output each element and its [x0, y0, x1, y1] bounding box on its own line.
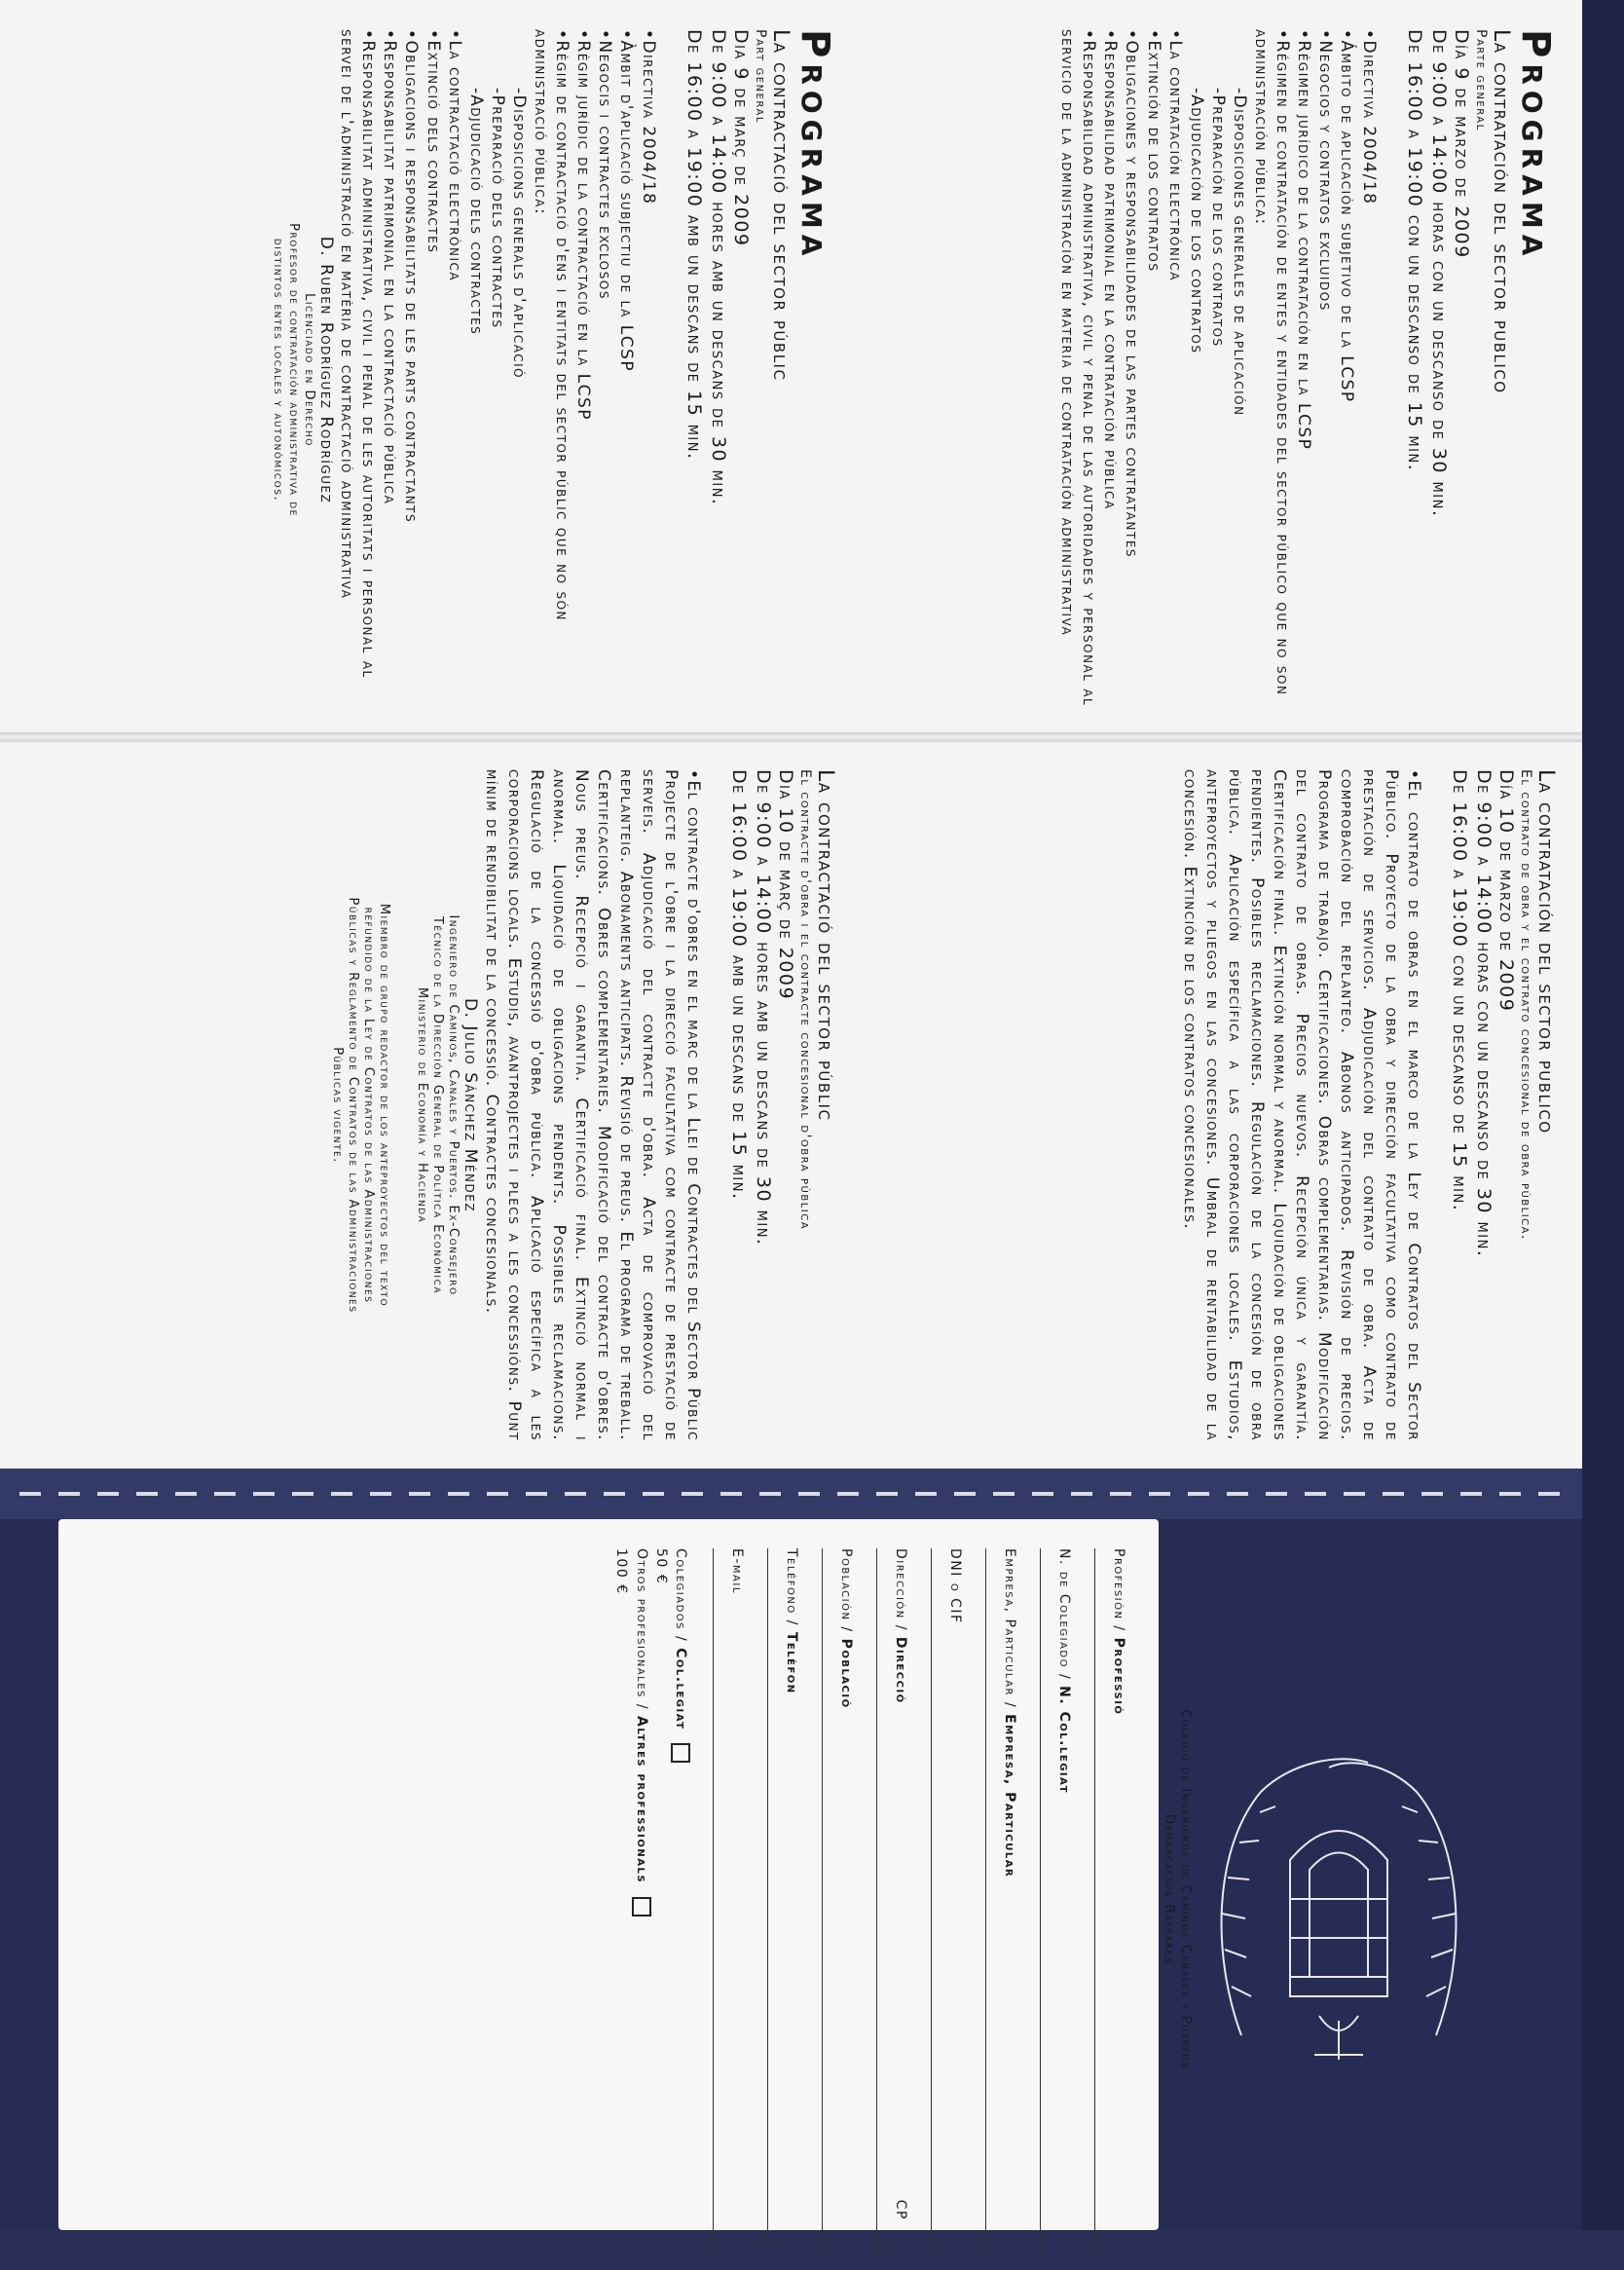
field-label-es: Población	[838, 1548, 855, 1621]
topic-item: •Responsabilitat administrativa, civil i penal de les autoritats i personal al servei de l'administració en matèria de contractació administrativa	[337, 29, 379, 679]
session-date: Dia 9 de març de 2009	[729, 29, 752, 247]
topic-item: •Extinció dels contractes	[423, 29, 443, 254]
speaker-desc-line: Ministerio de Economía y Hacienda	[414, 986, 429, 1224]
schedule-line: De 16:00 a 19:00 amb un descans de 15 min.	[683, 29, 706, 461]
fee-other: Otros profesionales / Altres professionals	[631, 1548, 650, 2230]
topic-item: •Obligaciones y responsabilidades de las partes contratantes	[1122, 29, 1142, 559]
field-label-ca: Direcció	[893, 1636, 909, 1704]
speaker-desc-line: Licenciado en Derecho	[302, 293, 317, 447]
speaker-desc-line: refundido de la Ley de Contratos de las Administraciones	[361, 907, 377, 1304]
topic-item: •Régimen de contratación de entes y entidades del sector público que no son administración pública:	[1251, 29, 1293, 696]
program-es-day1	[1056, 29, 1558, 711]
college-demarcation: Demarcación Baleares	[1162, 1813, 1177, 1965]
topic-item: •La contratación electrónica	[1164, 29, 1185, 281]
schedule-line: De 16:00 a 19:00 con un descanso de 15 min.	[1449, 769, 1471, 1212]
topic-item: •Directiva 2004/18	[638, 29, 658, 205]
field-label-ca: Telèfon	[784, 1631, 800, 1694]
speaker-desc-line: Públicas vigente.	[329, 1047, 345, 1164]
fee-label-ca: Col.legiat	[673, 1648, 689, 1730]
topic-item: •Obligacions i responsabilitats de les parts contractants	[401, 29, 422, 524]
field-address[interactable]: Dirección / Direcció CP	[854, 1548, 908, 2230]
member-checkbox[interactable]	[671, 1743, 690, 1763]
field-label-es: Profesión	[1111, 1548, 1127, 1620]
schedule-line: De 9:00 a 14:00 horas con un descanso de 30 min.	[1472, 769, 1495, 1258]
schedule	[1448, 769, 1495, 1441]
fees	[611, 1548, 690, 2230]
speaker-desc-line: Miembro de grupo redactor de los anteproyectos del texto	[377, 903, 392, 1308]
fee-member-price: 50 €	[652, 1548, 669, 1585]
college-name-line: Colegio de Ingenieros de Caminos Canales y Puertos	[1178, 1709, 1193, 2069]
topic-subitem: -Adjudicación de los contratos	[1186, 88, 1206, 354]
field-label-es: N. de Colegiado	[1056, 1548, 1073, 1668]
program-es-day2	[1178, 769, 1558, 1441]
field-label-es: E-mail	[729, 1548, 746, 1594]
topic-subitem: -Disposiciones generales de aplicación	[1229, 88, 1249, 417]
field-label-es: Teléfono	[784, 1548, 800, 1615]
topic-subitem: -Preparación de los contratos	[1207, 88, 1228, 348]
topic-item: •Règim jurídic de la contractació en la LCSP	[573, 29, 594, 422]
college-name	[1160, 1548, 1193, 2230]
speaker-name: D. Ruben Rodríguez Rodríguez	[316, 236, 337, 504]
right-border	[1582, 0, 1624, 2270]
session-date: Día 10 de marzo de 2009	[1495, 769, 1517, 1013]
topic-item: •Negocios y contratos excluidos	[1315, 29, 1336, 312]
field-label-ca: Població	[838, 1638, 855, 1709]
speaker-name: D. Julio Sánchez Méndez	[461, 997, 481, 1213]
topic-item: •Responsabilitat patrimonial en la contractació pública	[380, 29, 400, 505]
field-label-es: Empresa, Particular	[1002, 1548, 1018, 1696]
topic-list	[336, 29, 658, 711]
speaker-desc-line: Técnico de la Dirección General de Política Económica	[429, 915, 445, 1295]
schedule-line: De 9:00 a 14:00 horas con un descanso de 30 min.	[1427, 29, 1450, 518]
topic-paragraph: •El contrato de obras en el marco de la Ley de Contratos del Sector Público. Proyecto de la obra y dirección facultativa como contrato de prestación de servicios. Adjudicación del contrato de obra. Acta de comprobación del replanteo. Abonos anticipados. Revisión de precios. Programa de trabajo. Certificaciones. Obras complementarias. Modificación del contrato de obras. Precios nuevos. Recepción única y garantía. Certificación final. Extinción normal y anormal. Liquidación de obligaciones pendientes. Posibles reclamaciones. Regulación de la concesión de obra pública. Aplicación específica a las corporaciones locales. Estudios, anteproyectos y pliegos en las concesiones. Umbral de rentabilidad de la concesión. Extinción de los contratos concesionales.	[1180, 769, 1423, 1441]
fee-other-price: 100 €	[613, 1548, 630, 1595]
topic-item: •Àmbit d'aplicació subjectiu de la LCSP	[616, 29, 637, 373]
topic-item: •Directiva 2004/18	[1358, 29, 1379, 205]
topic-item: •Ámbito de aplicación subjetivo de la LCSP	[1337, 29, 1357, 403]
course-subtitle: La contractació del sector públic	[813, 769, 837, 1122]
field-label-ca: N. Col.legiat	[1056, 1686, 1073, 1794]
course-subtitle: La contratación del sector publico	[1533, 769, 1558, 1135]
schedule-line: De 9:00 a 14:00 hores amb un descans de 30 min.	[707, 29, 729, 506]
fold-line	[0, 732, 1582, 742]
field-label-es: DNI o CIF	[947, 1548, 964, 1624]
program-title: Programa	[793, 29, 837, 262]
other-professionals-checkbox[interactable]	[632, 1897, 651, 1916]
schedule-line: De 16:00 a 19:00 amb un descans de 15 min.	[728, 769, 751, 1201]
topic-item: •La contractació electrònica	[444, 29, 464, 282]
topic-item: •Negocis i contractes exclosos	[595, 29, 615, 300]
topic-item: •Responsabilidad patrimonial en la contratación pública	[1100, 29, 1121, 510]
course-part: El contrato de obra y el contrato concesional de obra pública.	[1517, 769, 1533, 1241]
topic-subitem: -Disposicions generals d'aplicació	[508, 88, 529, 380]
field-email[interactable]	[690, 1548, 745, 2230]
bottom-border	[0, 2230, 1624, 2270]
session-date: Día 9 de marzo de 2009	[1450, 29, 1472, 259]
field-town[interactable]: Población / Població	[799, 1548, 854, 2230]
college-crest	[1202, 1743, 1475, 2074]
registration-form	[611, 1548, 1193, 2230]
field-company[interactable]: Empresa, Particular / Empresa, Particular	[963, 1548, 1017, 2230]
field-label-ca: Professió	[1111, 1637, 1127, 1716]
field-member-number[interactable]: N. de Colegiado / N. Col.legiat	[1017, 1548, 1072, 2230]
course-part: Parte general	[1472, 29, 1489, 131]
schedule	[727, 769, 775, 1441]
field-label-es: Dirección	[893, 1548, 909, 1619]
schedule	[1403, 29, 1451, 711]
field-label-ca: Empresa, Particular	[1002, 1714, 1018, 1879]
topic-subitem: -Adjudicació dels contractes	[465, 88, 486, 336]
speaker-desc-line: Profesor de contratación administrativa de	[285, 223, 301, 517]
program-ca-day2	[328, 769, 837, 1441]
course-part: Part general	[752, 29, 768, 124]
course-subtitle: La contractació del sector públic	[768, 29, 793, 382]
session-date: Dia 10 de març de 2009	[774, 769, 796, 1001]
topic-item: •Règim de contractació d'ens i entitats del sector públic que no són administració pública:	[531, 29, 572, 622]
fee-label-es: Otros profesionales	[633, 1548, 649, 1698]
program-title: Programa	[1513, 29, 1558, 262]
course-subtitle: La contratación del sector publico	[1489, 29, 1513, 394]
speaker-desc-line: distintos entes locales y autonómicos.	[270, 238, 285, 502]
field-phone[interactable]: Teléfono / Telèfon	[745, 1548, 799, 2230]
course-part: El contracte d'obra i el contracte concesional d'obra pública	[796, 769, 813, 1231]
schedule	[683, 29, 730, 711]
topic-subitem: -Preparació dels contractes	[487, 88, 507, 329]
topic-list	[1056, 29, 1379, 711]
field-profession[interactable]: Profesión / Professió	[1072, 1548, 1126, 2230]
speaker-desc-line: Ingeniero de Caminos, Canales y Puertos. Ex-Consejero	[446, 914, 461, 1296]
fee-label-es: Colegiados	[673, 1548, 689, 1630]
schedule-line: De 9:00 a 14:00 hores amb un descans de 30 min.	[752, 769, 774, 1247]
topic-paragraph: •El contracte d'obres en el marc de la Llei de Contractes del Sector Públic Projecte de l'obre i la direcció facultativa com contracte de prestació de serveis. Adjudicació del contracte d'obra. Acta de comprovació del replanteig. Abonaments anticipats. Revisió de preus. El programa de treball. Certificacions. Obres complementaries. Modificació del contracte d'obres. Nous preus. Recepció i garantia. Certificació final. Extinció normal i anormal. Liquidació de obligacions pendents. Possibles reclamacions. Regulació de la concessió d'obra pública. Aplicació específica a les corporacions locals. Estudis, avantprojectes i plecs a les concessións. Punt mínim de rendibilitat de la concessió. Contractes concesionals.	[482, 769, 703, 1441]
field-id[interactable]	[908, 1548, 963, 2230]
postal-code-label: CP	[893, 2199, 909, 2220]
fee-label-ca: Altres professionals	[633, 1716, 649, 1884]
fee-member: Colegiados / Col.legiat	[671, 1548, 690, 2230]
topic-item: •Extinción de los contratos	[1143, 29, 1163, 273]
speaker-desc-line: Públicas y Reglamento de Contratos de las Administraciones	[345, 897, 360, 1314]
schedule-line: De 16:00 a 19:00 con un descanso de 15 min.	[1404, 29, 1426, 472]
perforation-strip	[0, 1469, 1582, 1519]
program-ca-day1	[269, 29, 837, 711]
topic-item: •Régimen jurídico de la contratación en la LCSP	[1294, 29, 1314, 451]
topic-item: •Responsabilidad administrativa, civil y penal de las autoridades y personal al servicio de la administración en materia de contratación administrativa	[1057, 29, 1099, 707]
